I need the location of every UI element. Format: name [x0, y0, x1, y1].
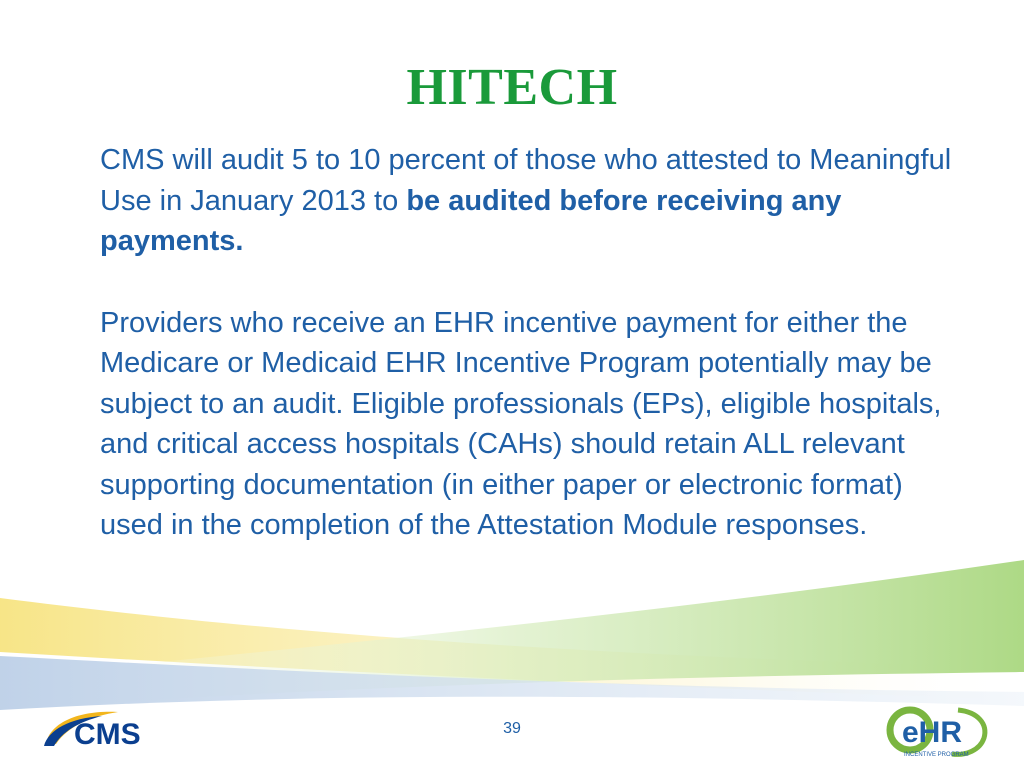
paragraph-audit-notice: [100, 140, 960, 262]
page-number: 39: [503, 720, 521, 737]
ehr-logo-text: eHR: [902, 716, 963, 749]
cms-logo: [40, 704, 190, 752]
ehr-incentive-program-logo: [880, 704, 990, 760]
slide-title: HITECH: [406, 59, 618, 116]
ehr-logo-tagline: INCENTIVE PROGRAM: [904, 752, 969, 758]
paragraph-audit-notice-text: CMS will audit 5 to 10 percent of those who attested to Meaningful Use in January 2013 to: [100, 144, 952, 217]
paragraph-audit-notice-emphasis: be audited before receiving any payments.: [100, 184, 842, 257]
slide-body: [100, 140, 960, 546]
cms-logo-text: CMS: [74, 718, 141, 751]
paragraph-documentation: Providers who receive an EHR incentive payment for either the Medicare or Medicaid EHR Incentive Program potentially may be subject to an audit. Eligible professionals (EPs), eligible hospitals, and critical access hospitals (CAHs) should retain ALL relevant supporting documentation (in either paper or electronic format) used in the completion of the Attestation Module responses.: [100, 306, 942, 541]
